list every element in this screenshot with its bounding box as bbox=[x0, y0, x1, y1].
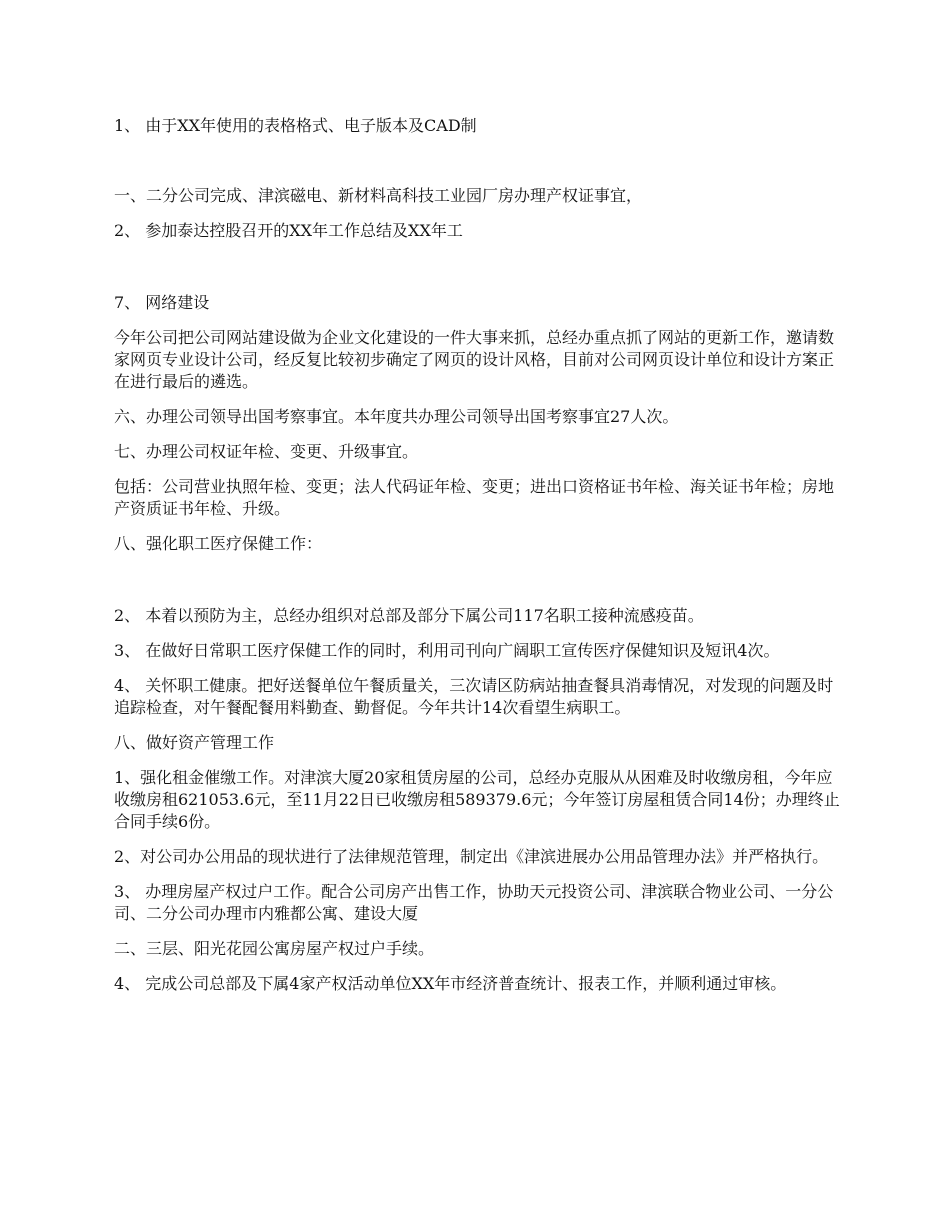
paragraph: 2、 本着以预防为主，总经办组织对总部及部分下属公司117名职工接种流感疫苗。 bbox=[114, 606, 704, 625]
paragraph: 2、 参加泰达控股召开的XX年工作总结及XX年工 bbox=[114, 221, 463, 240]
paragraph: 4、 完成公司总部及下属4家产权活动单位XX年市经济普查统计、报表工作，并顺利通过审核。 bbox=[114, 974, 787, 993]
document-body bbox=[114, 100, 844, 995]
paragraph: 3、 办理房屋产权过户工作。配合公司房产出售工作，协助天元投资公司、津滨联合物业公司、一分公司、二分公司办理市内雅都公寓、建设大厦 bbox=[114, 882, 834, 923]
paragraph: 4、 关怀职工健康。把好送餐单位午餐质量关，三次请区防病站抽查餐具消毒情况，对发现的问题及时追踪检查，对午餐配餐用料勤查、勤督促。今年共计14次看望生病职工。 bbox=[114, 676, 834, 717]
paragraph: 今年公司把公司网站建设做为企业文化建设的一件大事来抓，总经办重点抓了网站的更新工作，邀请数家网页专业设计公司，经反复比较初步确定了网页的设计风格，目前对公司网页设计单位和设计方案正在进行最后的遴选。 bbox=[114, 328, 835, 391]
paragraph: 六、办理公司领导出国考察事宜。本年度共办理公司领导出国考察事宜27人次。 bbox=[114, 407, 679, 426]
paragraph: 八、强化职工医疗保健工作： bbox=[114, 534, 323, 553]
paragraph: 2、对公司办公用品的现状进行了法律规范管理，制定出《津滨进展办公用品管理办法》并严格执行。 bbox=[114, 847, 829, 866]
paragraph: 七、办理公司权证年检、变更、升级事宜。 bbox=[114, 442, 419, 461]
paragraph: 1、强化租金催缴工作。对津滨大厦20家租赁房屋的公司，总经办克服从从困难及时收缴房租，今年应收缴房租621053.6元，至11月22日已收缴房租589379.6元；今年签订房屋租赁合同14份；办理终止合同手续6份。 bbox=[114, 768, 840, 831]
paragraph: 二、三层、阳光花园公寓房屋产权过户手续。 bbox=[114, 939, 435, 958]
paragraph: 一、二分公司完成、津滨磁电、新材料高科技工业园厂房办理产权证事宜， bbox=[114, 186, 643, 205]
paragraph: 八、做好资产管理工作 bbox=[114, 733, 275, 752]
paragraph: 3、 在做好日常职工医疗保健工作的同时，利用司刊向广阔职工宣传医疗保健知识及短讯4次。 bbox=[114, 641, 780, 660]
paragraph: 7、 网络建设 bbox=[114, 293, 210, 312]
paragraph: 包括：公司营业执照年检、变更；法人代码证年检、变更；进出口资格证书年检、海关证书年检；房地产资质证书年检、升级。 bbox=[114, 477, 835, 518]
paragraph: 1、 由于XX年使用的表格格式、电子版本及CAD制 bbox=[114, 116, 477, 135]
